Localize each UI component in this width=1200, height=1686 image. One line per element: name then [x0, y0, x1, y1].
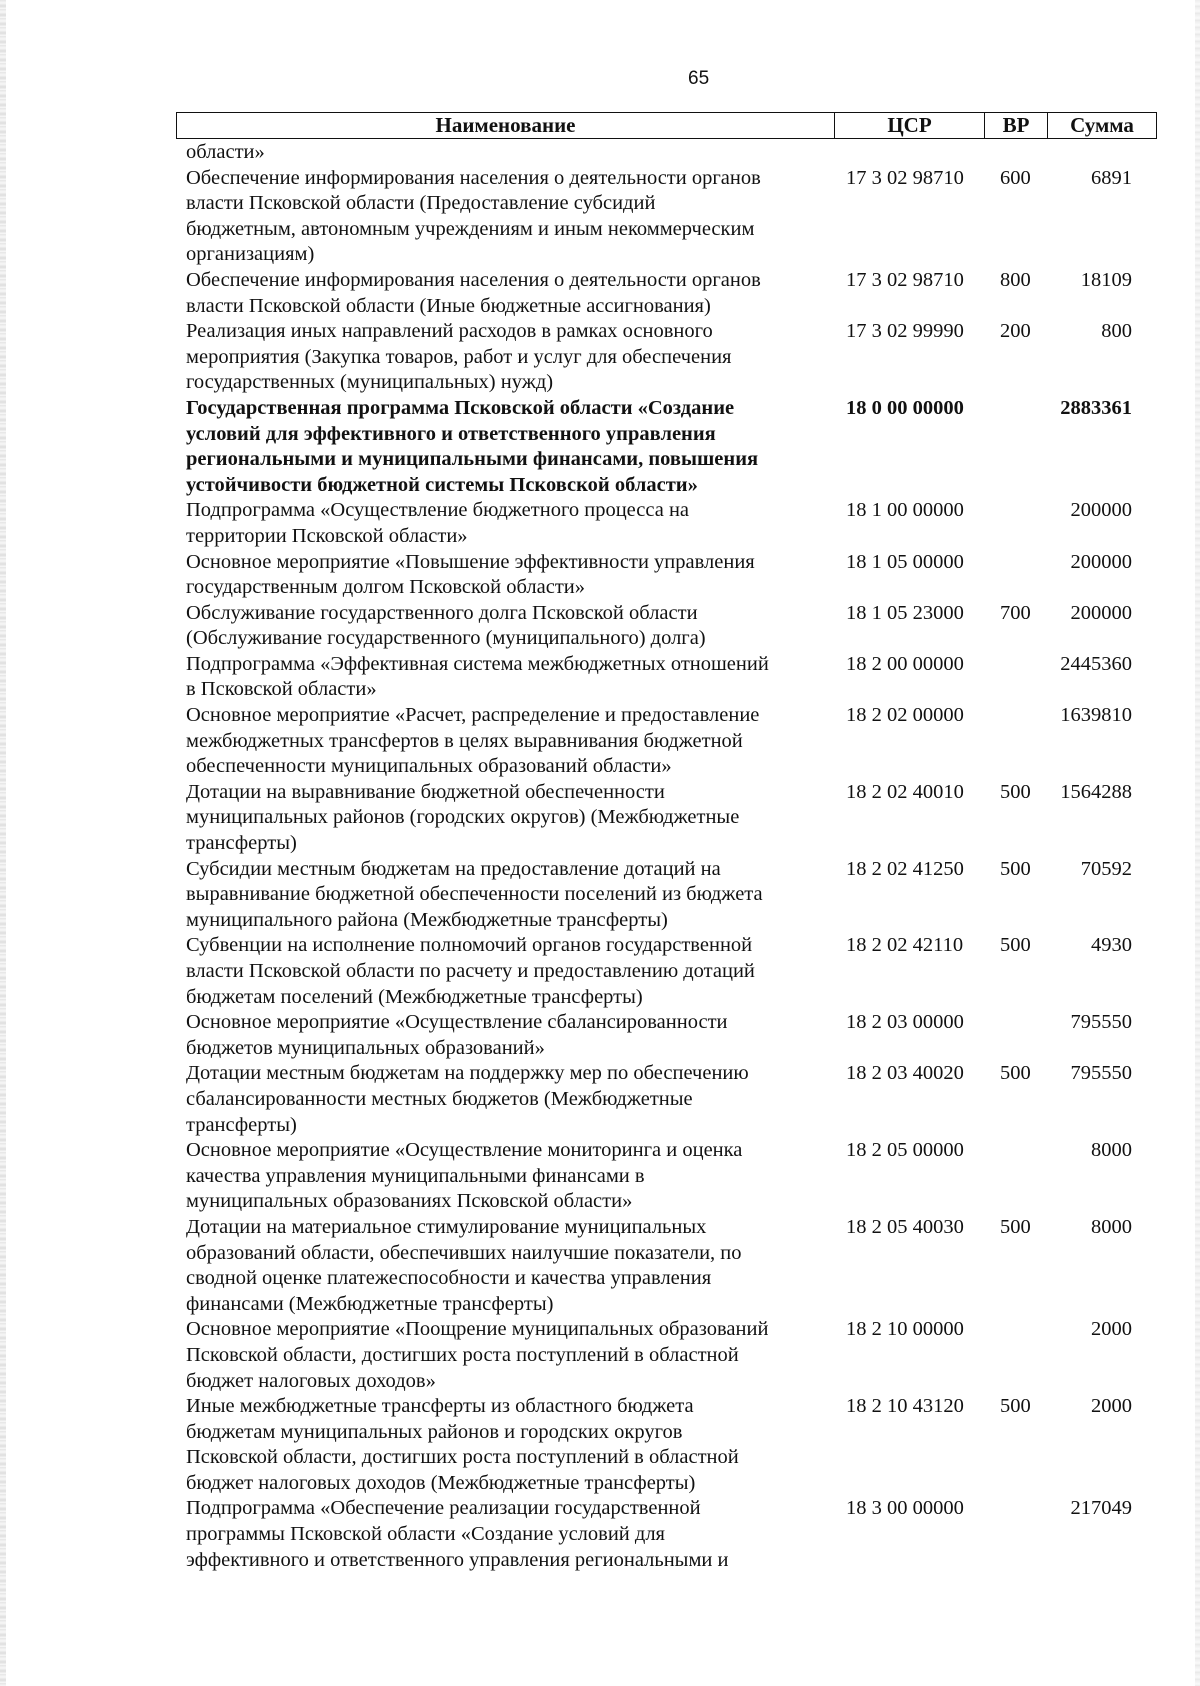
row-name: Основное мероприятие «Поощрение муниципальных образований Псковской области, достигших роста поступлений в областной бюджет налоговых доходов» — [186, 1318, 769, 1392]
row-sum: 800 — [1101, 320, 1132, 343]
table-row — [186, 1061, 1146, 1138]
row-csr: 18 2 03 00000 — [846, 1011, 964, 1034]
row-sum: 70592 — [1080, 857, 1132, 880]
row-name: Государственная программа Псковской области «Создание условий для эффективного и ответственного управления региональными и муниципальными финансами, повышения устойчивости бюджетной системы Псковской области» — [186, 396, 759, 496]
row-csr: 18 2 10 00000 — [846, 1318, 964, 1341]
table-row — [186, 652, 1146, 703]
table-row — [186, 1138, 1146, 1215]
row-vr: 500 — [1000, 1062, 1031, 1085]
row-name: Обеспечение информирования населения о деятельности органов власти Псковской области (Предоставление субсидий бюджетным, автономным учреждениям и иным некоммерческим организациям) — [186, 166, 761, 266]
row-vr: 500 — [1000, 1215, 1031, 1238]
row-vr: 600 — [1000, 166, 1031, 189]
row-vr: 200 — [1000, 320, 1031, 343]
row-sum: 6891 — [1091, 166, 1132, 189]
table-row — [186, 319, 1146, 396]
table-row — [186, 933, 1146, 1010]
row-csr: 18 3 00 00000 — [846, 1497, 964, 1520]
row-csr: 18 2 02 00000 — [846, 704, 964, 727]
row-name: Основное мероприятие «Осуществление сбалансированности бюджетов муниципальных образований» — [186, 1011, 728, 1059]
row-name: области» — [186, 141, 265, 163]
row-csr: 18 2 02 40010 — [846, 780, 964, 803]
row-vr: 500 — [1000, 1395, 1031, 1418]
row-csr: 18 2 05 00000 — [846, 1139, 964, 1162]
row-csr: 18 2 02 42110 — [846, 934, 964, 957]
table-row — [186, 1394, 1146, 1496]
row-csr: 18 1 00 00000 — [846, 499, 964, 522]
table-row — [186, 550, 1146, 601]
page-number: 65 — [688, 68, 710, 89]
row-name: Дотации местным бюджетам на поддержку мер по обеспечению сбалансированности местных бюджетов (Межбюджетные трансферты) — [186, 1062, 749, 1136]
row-name: Обеспечение информирования населения о деятельности органов власти Псковской области (Иные бюджетные ассигнования) — [186, 268, 761, 317]
row-sum: 18109 — [1080, 268, 1132, 291]
row-name: Дотации на материальное стимулирование муниципальных образований области, обеспечивших наилучшие показатели, по сводной оценке платежеспособности и качества управления финансами (Межбюджетные трансферты) — [186, 1215, 742, 1315]
row-sum: 4930 — [1091, 934, 1132, 957]
row-sum: 2000 — [1091, 1318, 1132, 1341]
row-name: Основное мероприятие «Расчет, распределение и предоставление межбюджетных трансфертов в целях выравнивания бюджетной обеспеченности муниципальных образований области» — [186, 704, 760, 778]
table-row — [186, 857, 1146, 934]
table-row — [186, 1010, 1146, 1061]
row-csr: 17 3 02 98710 — [846, 166, 964, 189]
header-name: Наименование — [177, 113, 835, 138]
row-csr: 18 2 10 43120 — [846, 1395, 964, 1418]
row-sum: 8000 — [1091, 1215, 1132, 1238]
header-csr: ЦСР — [835, 113, 985, 138]
table-row — [186, 1496, 1146, 1573]
table-row — [186, 268, 1146, 319]
row-name: Обслуживание государственного долга Псковской области (Обслуживание государственного (муниципального) долга) — [186, 601, 706, 650]
row-name: Дотации на выравнивание бюджетной обеспеченности муниципальных районов (городских округов) (Межбюджетные трансферты) — [186, 780, 740, 855]
row-vr: 500 — [1000, 780, 1031, 803]
row-name: Подпрограмма «Осуществление бюджетного процесса на территории Псковской области» — [186, 499, 690, 547]
row-name: Субсидии местным бюджетам на предоставление дотаций на выравнивание бюджетной обеспеченности поселений из бюджета муниципального района (Межбюджетные трансферты) — [186, 857, 763, 931]
header-vr: ВР — [985, 113, 1048, 138]
table-row — [186, 396, 1146, 498]
row-name: Основное мероприятие «Повышение эффективности управления государственным долгом Псковской области» — [186, 550, 755, 599]
scan-edge-right — [1195, 0, 1200, 1686]
table-row — [186, 498, 1146, 549]
table-row — [186, 703, 1146, 780]
row-sum: 1639810 — [1060, 704, 1132, 727]
table-body — [186, 140, 1146, 1573]
row-sum: 217049 — [1070, 1497, 1132, 1520]
header-sum: Сумма — [1070, 113, 1134, 137]
row-vr: 500 — [1000, 857, 1031, 880]
row-csr: 18 1 05 23000 — [846, 601, 964, 624]
scan-edge-left — [0, 0, 6, 1686]
row-name: Субвенции на исполнение полномочий органов государственной власти Псковской области по расчету и предоставлению дотаций бюджетам поселений (Межбюджетные трансферты) — [186, 934, 755, 1008]
row-csr: 18 2 02 41250 — [846, 857, 964, 880]
row-sum: 795550 — [1070, 1011, 1132, 1034]
row-vr: 700 — [1000, 601, 1031, 624]
table-row — [186, 1317, 1146, 1394]
row-vr: 800 — [1000, 268, 1031, 291]
row-sum: 795550 — [1070, 1062, 1132, 1085]
row-vr: 500 — [1000, 934, 1031, 957]
row-csr: 18 2 03 40020 — [846, 1062, 964, 1085]
row-name: Иные межбюджетные трансферты из областного бюджета бюджетам муниципальных районов и городских округов Псковской области, достигших роста поступлений в областной бюджет налоговых доходов (Межбюджетные трансферты) — [186, 1395, 739, 1494]
row-sum: 1564288 — [1060, 780, 1132, 803]
row-csr: 18 2 05 40030 — [846, 1215, 964, 1238]
row-name: Основное мероприятие «Осуществление мониторинга и оценка качества управления муниципальными финансами в муниципальных образованиях Псковской области» — [186, 1139, 743, 1213]
row-csr: 18 1 05 00000 — [846, 550, 964, 573]
row-csr: 18 2 00 00000 — [846, 652, 964, 675]
row-name: Подпрограмма «Эффективная система межбюджетных отношений в Псковской области» — [186, 652, 769, 701]
row-csr: 18 0 00 00000 — [846, 396, 964, 419]
table-row — [186, 140, 1146, 166]
table-row — [186, 780, 1146, 857]
row-sum: 200000 — [1070, 550, 1132, 573]
row-sum: 2000 — [1091, 1395, 1132, 1418]
row-sum: 2445360 — [1060, 652, 1132, 675]
table-row — [186, 166, 1146, 268]
table-header — [176, 112, 1157, 139]
table-row — [186, 1215, 1146, 1317]
row-name: Реализация иных направлений расходов в рамках основного мероприятия (Закупка товаров, работ и услуг для обеспечения государственных (муниципальных) нужд) — [186, 320, 732, 394]
row-sum: 2883361 — [1060, 396, 1132, 419]
row-name: Подпрограмма «Обеспечение реализации государственной программы Псковской области «Создание условий для эффективного и ответственного управления региональными и — [186, 1497, 729, 1571]
table-row — [186, 601, 1146, 652]
row-csr: 17 3 02 98710 — [846, 268, 964, 291]
row-sum: 8000 — [1091, 1139, 1132, 1162]
row-csr: 17 3 02 99990 — [846, 320, 964, 343]
row-sum: 200000 — [1070, 601, 1132, 624]
row-sum: 200000 — [1070, 499, 1132, 522]
